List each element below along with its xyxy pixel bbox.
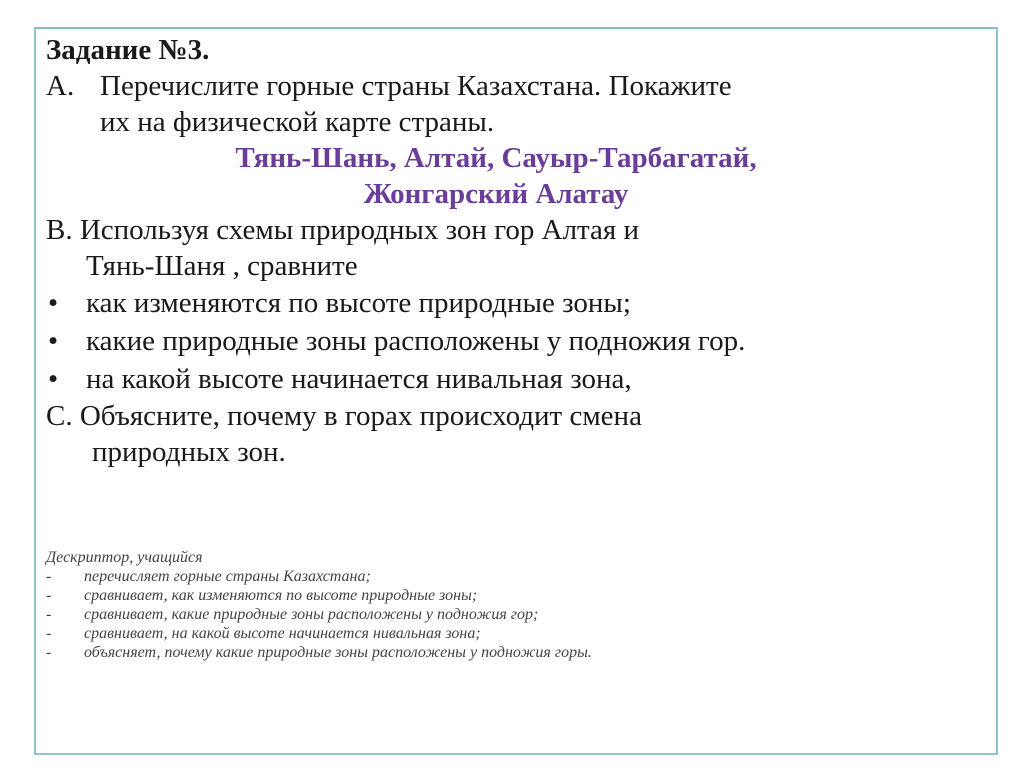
descriptor-item-text: объясняет, почему какие природные зоны расположены у подножия горы.	[84, 644, 592, 661]
part-b-bullet-list	[46, 284, 976, 398]
answer-line-1: Тянь-Шань, Алтай, Сауыр-Тарбагатай,	[235, 142, 757, 174]
bullet-item	[46, 322, 976, 360]
part-a-line1	[46, 68, 976, 104]
bullet-text: как изменяются по высоте природные зоны;	[86, 287, 631, 319]
task-title: Задание №3.	[46, 34, 210, 66]
dash-icon: -	[46, 606, 52, 623]
part-a-marker: А.	[46, 70, 75, 102]
descriptor-item	[46, 643, 946, 662]
part-c-text-2: природных зон.	[92, 436, 286, 468]
dash-icon: -	[46, 568, 52, 585]
dash-icon: -	[46, 587, 52, 604]
descriptor-item-text: сравнивает, какие природные зоны расположены у подножия гор;	[84, 606, 539, 623]
bullet-dot-icon: •	[48, 363, 59, 395]
descriptor-item	[46, 605, 946, 624]
descriptor-item-text: сравнивает, как изменяются по высоте природные зоны;	[84, 587, 478, 604]
descriptor-item	[46, 624, 946, 643]
bullet-text: какие природные зоны расположены у подножия гор.	[86, 325, 746, 357]
part-c-text-1: С. Объясните, почему в горах происходит смена	[46, 400, 642, 432]
answer-line-2: Жонгарский Алатау	[363, 178, 629, 210]
bullet-dot-icon: •	[48, 287, 59, 319]
descriptor-heading: Дескриптор, учащийся	[46, 549, 203, 566]
descriptor-item	[46, 567, 946, 586]
dash-icon: -	[46, 644, 52, 661]
part-b-text-1: В. Используя схемы природных зон гор Алтая и	[46, 214, 640, 246]
bullet-item	[46, 284, 976, 322]
descriptor-item	[46, 586, 946, 605]
part-b-text-2: Тянь-Шаня , сравните	[86, 250, 358, 282]
descriptor-item-text: сравнивает, на какой высоте начинается нивальная зона;	[84, 625, 481, 642]
dash-icon: -	[46, 625, 52, 642]
part-a-text-1: Перечислите горные страны Казахстана. Покажите	[100, 70, 732, 102]
task-content	[46, 32, 976, 470]
bullet-item	[46, 360, 976, 398]
descriptor-item-text: перечисляет горные страны Казахстана;	[84, 568, 371, 585]
bullet-dot-icon: •	[48, 325, 59, 357]
part-a-text-2: их на физической карте страны.	[100, 106, 495, 138]
descriptor-block	[46, 548, 946, 662]
bullet-text: на какой высоте начинается нивальная зона,	[86, 363, 632, 395]
